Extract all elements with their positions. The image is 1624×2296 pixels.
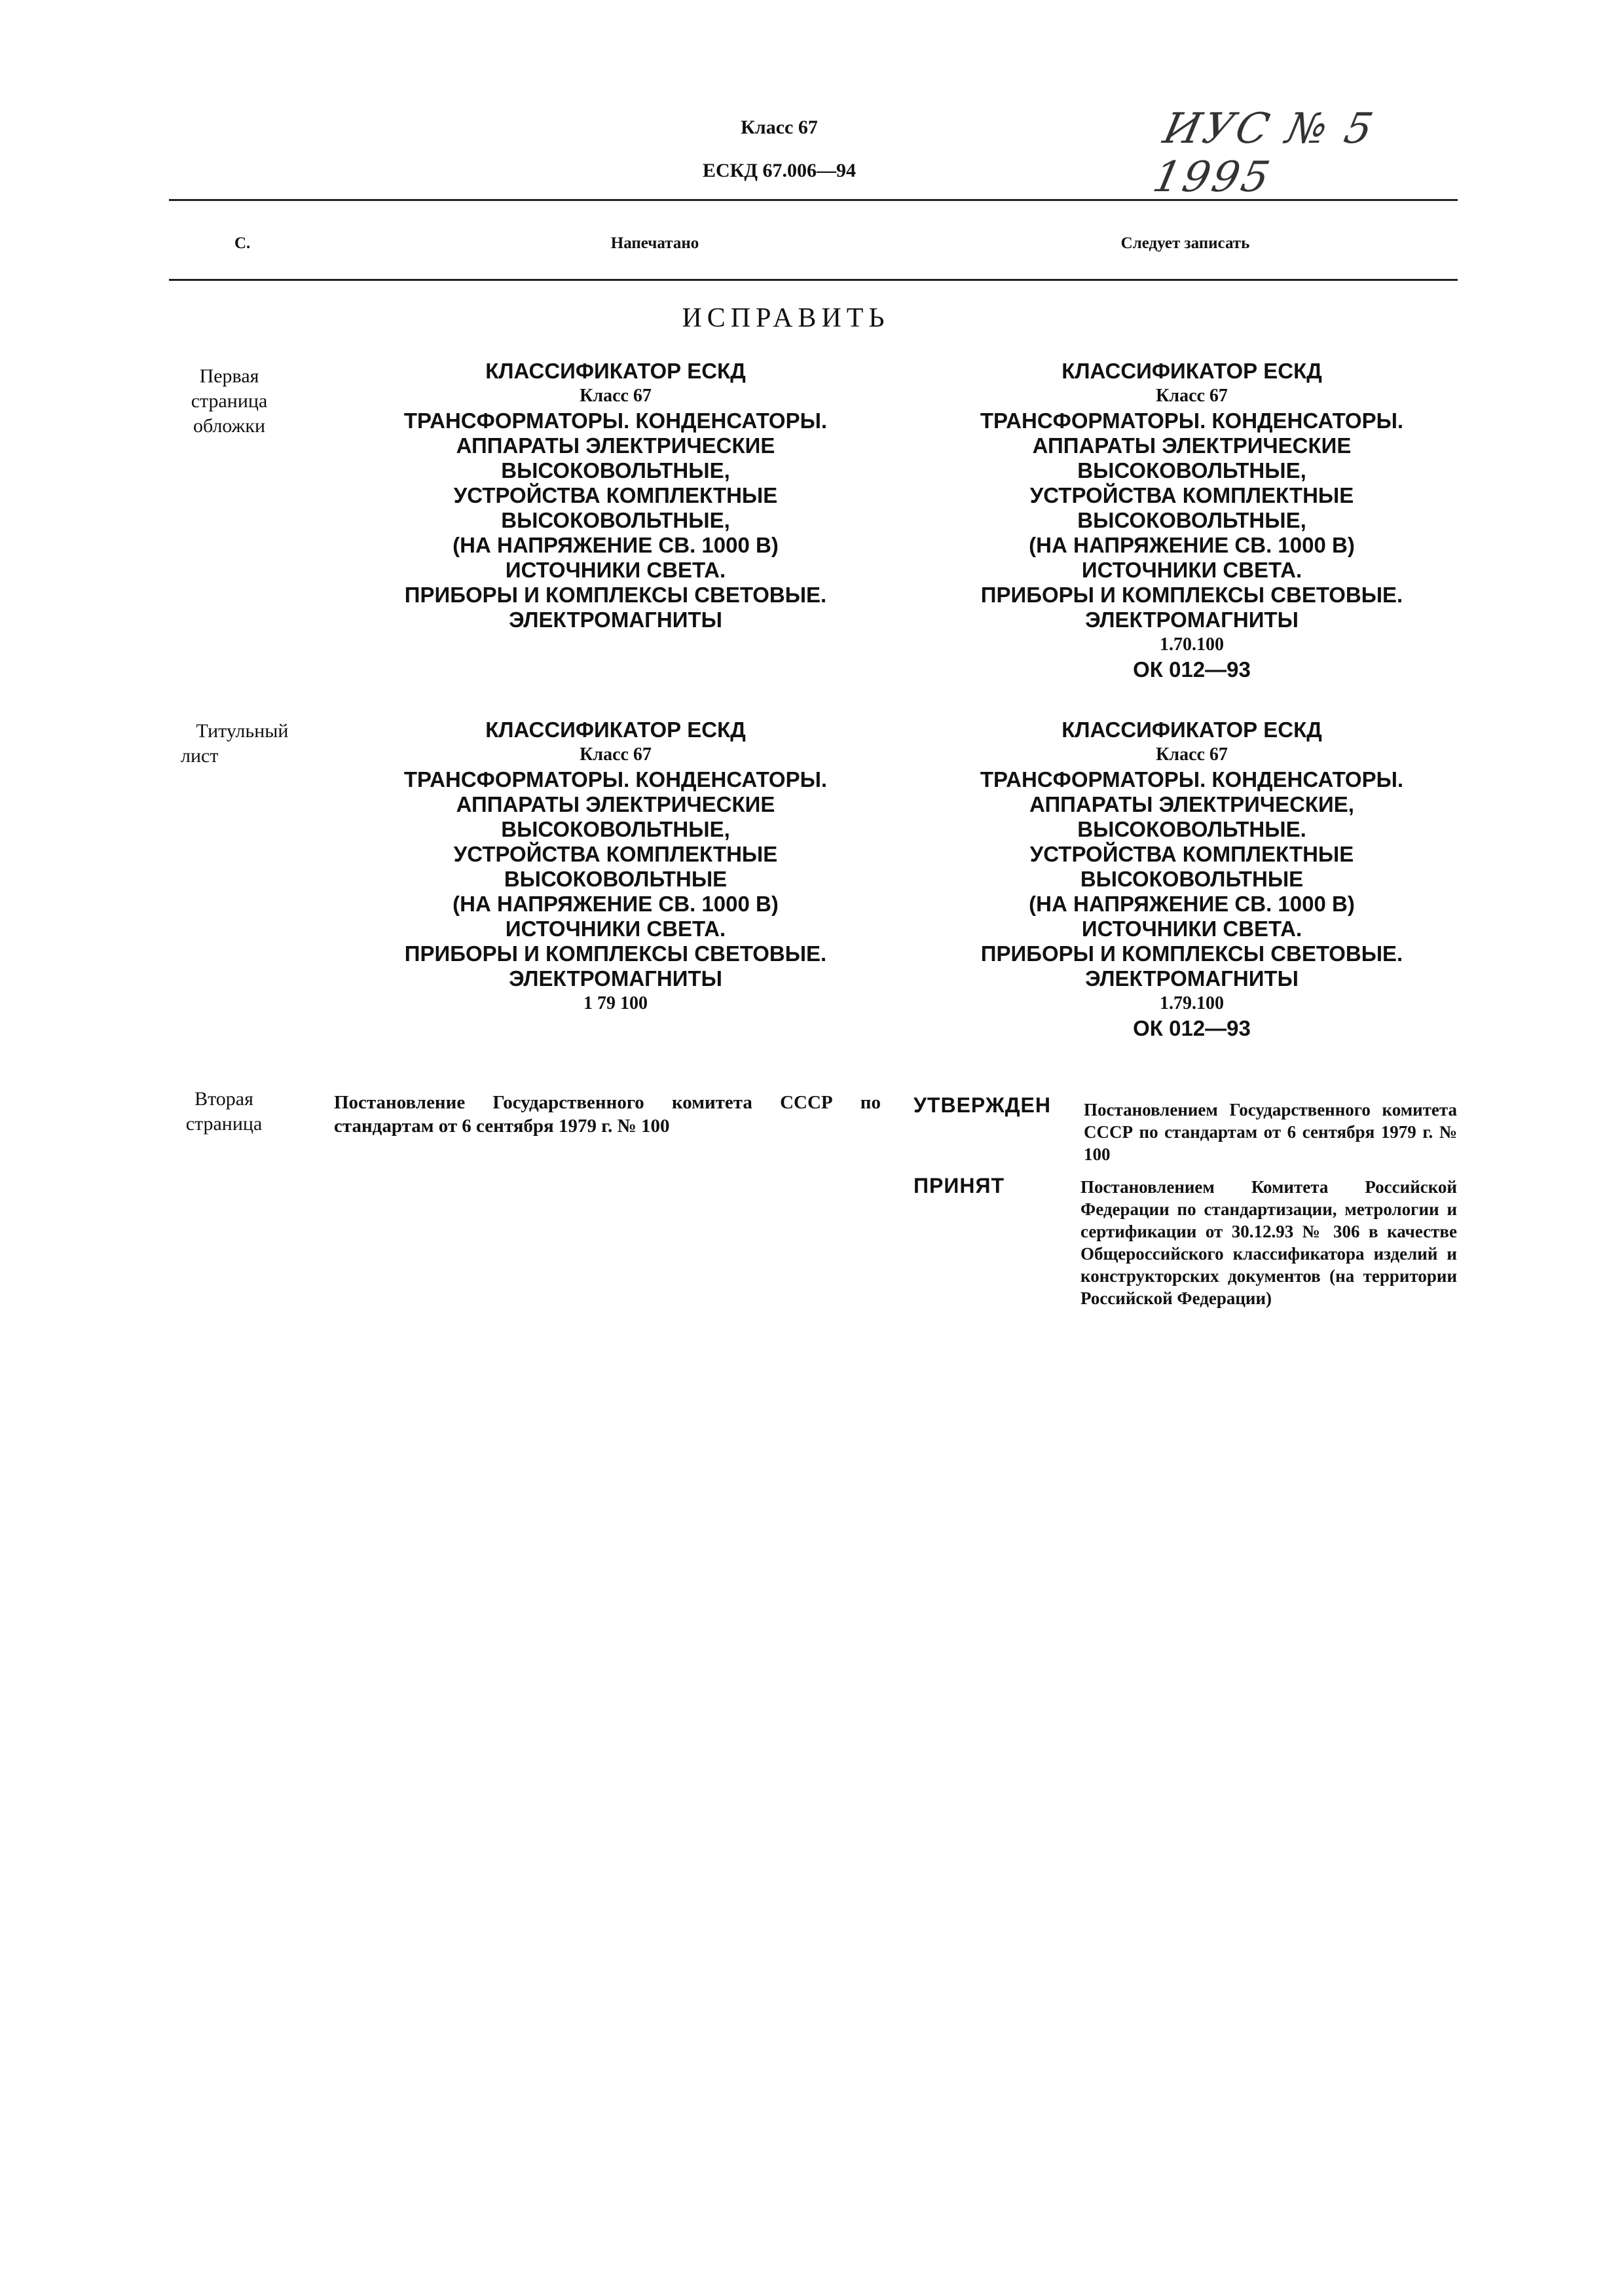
- text-line: ВЫСОКОВОЛЬТНЫЕ,: [501, 458, 730, 483]
- row-label-second-page: [165, 1087, 283, 1137]
- text-line: УСТРОЙСТВА КОМПЛЕКТНЫЕ: [453, 842, 778, 866]
- approved-text: Постановлением Государственного комитета СССР по стандартам от 6 сентября 1979 г. № 100: [1084, 1100, 1457, 1164]
- text-line: Класс 67: [1156, 744, 1228, 765]
- handwritten-note: ИУС № 5 1995: [1149, 105, 1380, 202]
- text-line: Класс 67: [580, 386, 652, 406]
- corrected-text-cover: [943, 359, 1441, 682]
- text-line: ПРИБОРЫ И КОМПЛЕКСЫ СВЕТОВЫЕ.: [404, 583, 827, 607]
- text-line: ТРАНСФОРМАТОРЫ. КОНДЕНСАТОРЫ.: [980, 409, 1404, 433]
- text-line: АППАРАТЫ ЭЛЕКТРИЧЕСКИЕ: [1032, 433, 1352, 458]
- top-rule: [169, 199, 1458, 201]
- text-line: КЛАССИФИКАТОР ЕСКД: [1061, 359, 1322, 383]
- corrected-text-title: [943, 718, 1441, 1041]
- class-heading: Класс 67: [741, 117, 818, 138]
- text-line: ВЫСОКОВОЛЬТНЫЕ,: [501, 508, 730, 532]
- text-line: ВЫСОКОВОЛЬТНЫЕ,: [501, 817, 730, 841]
- text-line: (НА НАПРЯЖЕНИЕ СВ. 1000 В): [452, 892, 779, 916]
- text-line: ВЫСОКОВОЛЬТНЫЕ: [1080, 867, 1304, 891]
- text-line: КЛАССИФИКАТОР ЕСКД: [1061, 718, 1322, 742]
- row-label-line: страница: [191, 390, 268, 412]
- text-line: 1.79.100: [1160, 993, 1224, 1013]
- correct-heading: ИСПРАВИТЬ: [682, 303, 890, 333]
- text-line: Класс 67: [580, 744, 652, 765]
- text-line: УСТРОЙСТВА КОМПЛЕКТНЫЕ: [1029, 483, 1354, 507]
- text-line: ПРИБОРЫ И КОМПЛЕКСЫ СВЕТОВЫЕ.: [980, 583, 1403, 607]
- text-line: АППАРАТЫ ЭЛЕКТРИЧЕСКИЕ: [456, 433, 775, 458]
- text-line: 1 79 100: [583, 993, 648, 1013]
- text-line: Класс 67: [1156, 386, 1228, 406]
- text-line: ПРИБОРЫ И КОМПЛЕКСЫ СВЕТОВЫЕ.: [404, 941, 827, 966]
- row-label-line: страница: [185, 1113, 263, 1135]
- text-line: ИСТОЧНИКИ СВЕТА.: [1081, 558, 1302, 582]
- row-label-title: [170, 719, 314, 769]
- text-line: ВЫСОКОВОЛЬТНЫЕ,: [1077, 458, 1306, 483]
- printed-text-second-page: Постановление Государственного комитета СССР по стандартам от 6 сентября 1979 г. № 100: [334, 1092, 881, 1137]
- text-line: ОК 012—93: [1133, 1016, 1251, 1040]
- text-line: (НА НАПРЯЖЕНИЕ СВ. 1000 В): [1029, 892, 1355, 916]
- row-label-line: Вторая: [194, 1088, 253, 1110]
- row-label-line: обложки: [193, 415, 266, 437]
- text-line: (НА НАПРЯЖЕНИЕ СВ. 1000 В): [1029, 533, 1355, 557]
- text-line: ИСТОЧНИКИ СВЕТА.: [505, 558, 726, 582]
- text-line: ИСТОЧНИКИ СВЕТА.: [1081, 917, 1302, 941]
- row-label-line: Первая: [199, 365, 259, 387]
- text-line: ОК 012—93: [1133, 657, 1251, 682]
- text-line: ТРАНСФОРМАТОРЫ. КОНДЕНСАТОРЫ.: [980, 767, 1404, 792]
- text-line: УСТРОЙСТВА КОМПЛЕКТНЫЕ: [453, 483, 778, 507]
- document-code: ЕСКД 67.006—94: [702, 160, 857, 181]
- col-should-header: Следует записать: [1120, 234, 1250, 252]
- text-line: ВЫСОКОВОЛЬТНЫЕ: [504, 867, 728, 891]
- text-line: ЭЛЕКТРОМАГНИТЫ: [1085, 608, 1299, 632]
- text-line: КЛАССИФИКАТОР ЕСКД: [485, 359, 746, 383]
- approved-keyword: УТВЕРЖДЕН: [913, 1093, 1051, 1117]
- text-line: ИСТОЧНИКИ СВЕТА.: [505, 917, 726, 941]
- text-line: УСТРОЙСТВА КОМПЛЕКТНЫЕ: [1029, 842, 1354, 866]
- text-line: АППАРАТЫ ЭЛЕКТРИЧЕСКИЕ: [456, 792, 775, 816]
- row-label-line: Титульный: [196, 720, 289, 742]
- col-page-header: С.: [234, 234, 251, 252]
- text-line: ЭЛЕКТРОМАГНИТЫ: [509, 608, 722, 632]
- col-printed-header: Напечатано: [610, 234, 699, 252]
- text-line: ЭЛЕКТРОМАГНИТЫ: [1085, 966, 1299, 991]
- text-line: КЛАССИФИКАТОР ЕСКД: [485, 718, 746, 742]
- row-label-cover: [170, 364, 288, 439]
- text-line: (НА НАПРЯЖЕНИЕ СВ. 1000 В): [452, 533, 779, 557]
- adopted-text: Постановлением Комитета Российской Федерации по стандартизации, метрологии и сертификации от 30.12.93 № 306 в качестве Общероссийского классификатора изделий и конструкторских документов (на территории Российской Федерации): [1080, 1177, 1457, 1308]
- adopted-keyword: ПРИНЯТ: [913, 1174, 1005, 1197]
- text-line: ТРАНСФОРМАТОРЫ. КОНДЕНСАТОРЫ.: [403, 409, 828, 433]
- text-line: АППАРАТЫ ЭЛЕКТРИЧЕСКИЕ,: [1029, 792, 1354, 816]
- printed-text-cover: [367, 359, 864, 632]
- row-label-line: лист: [181, 745, 219, 767]
- text-line: ПРИБОРЫ И КОМПЛЕКСЫ СВЕТОВЫЕ.: [980, 941, 1403, 966]
- header-bottom-rule: [169, 279, 1458, 281]
- text-line: 1.70.100: [1160, 634, 1224, 655]
- text-line: ЭЛЕКТРОМАГНИТЫ: [509, 966, 722, 991]
- text-line: ВЫСОКОВОЛЬТНЫЕ.: [1077, 817, 1306, 841]
- printed-text-title: [367, 718, 864, 1016]
- text-line: ВЫСОКОВОЛЬТНЫЕ,: [1077, 508, 1306, 532]
- text-line: ТРАНСФОРМАТОРЫ. КОНДЕНСАТОРЫ.: [403, 767, 828, 792]
